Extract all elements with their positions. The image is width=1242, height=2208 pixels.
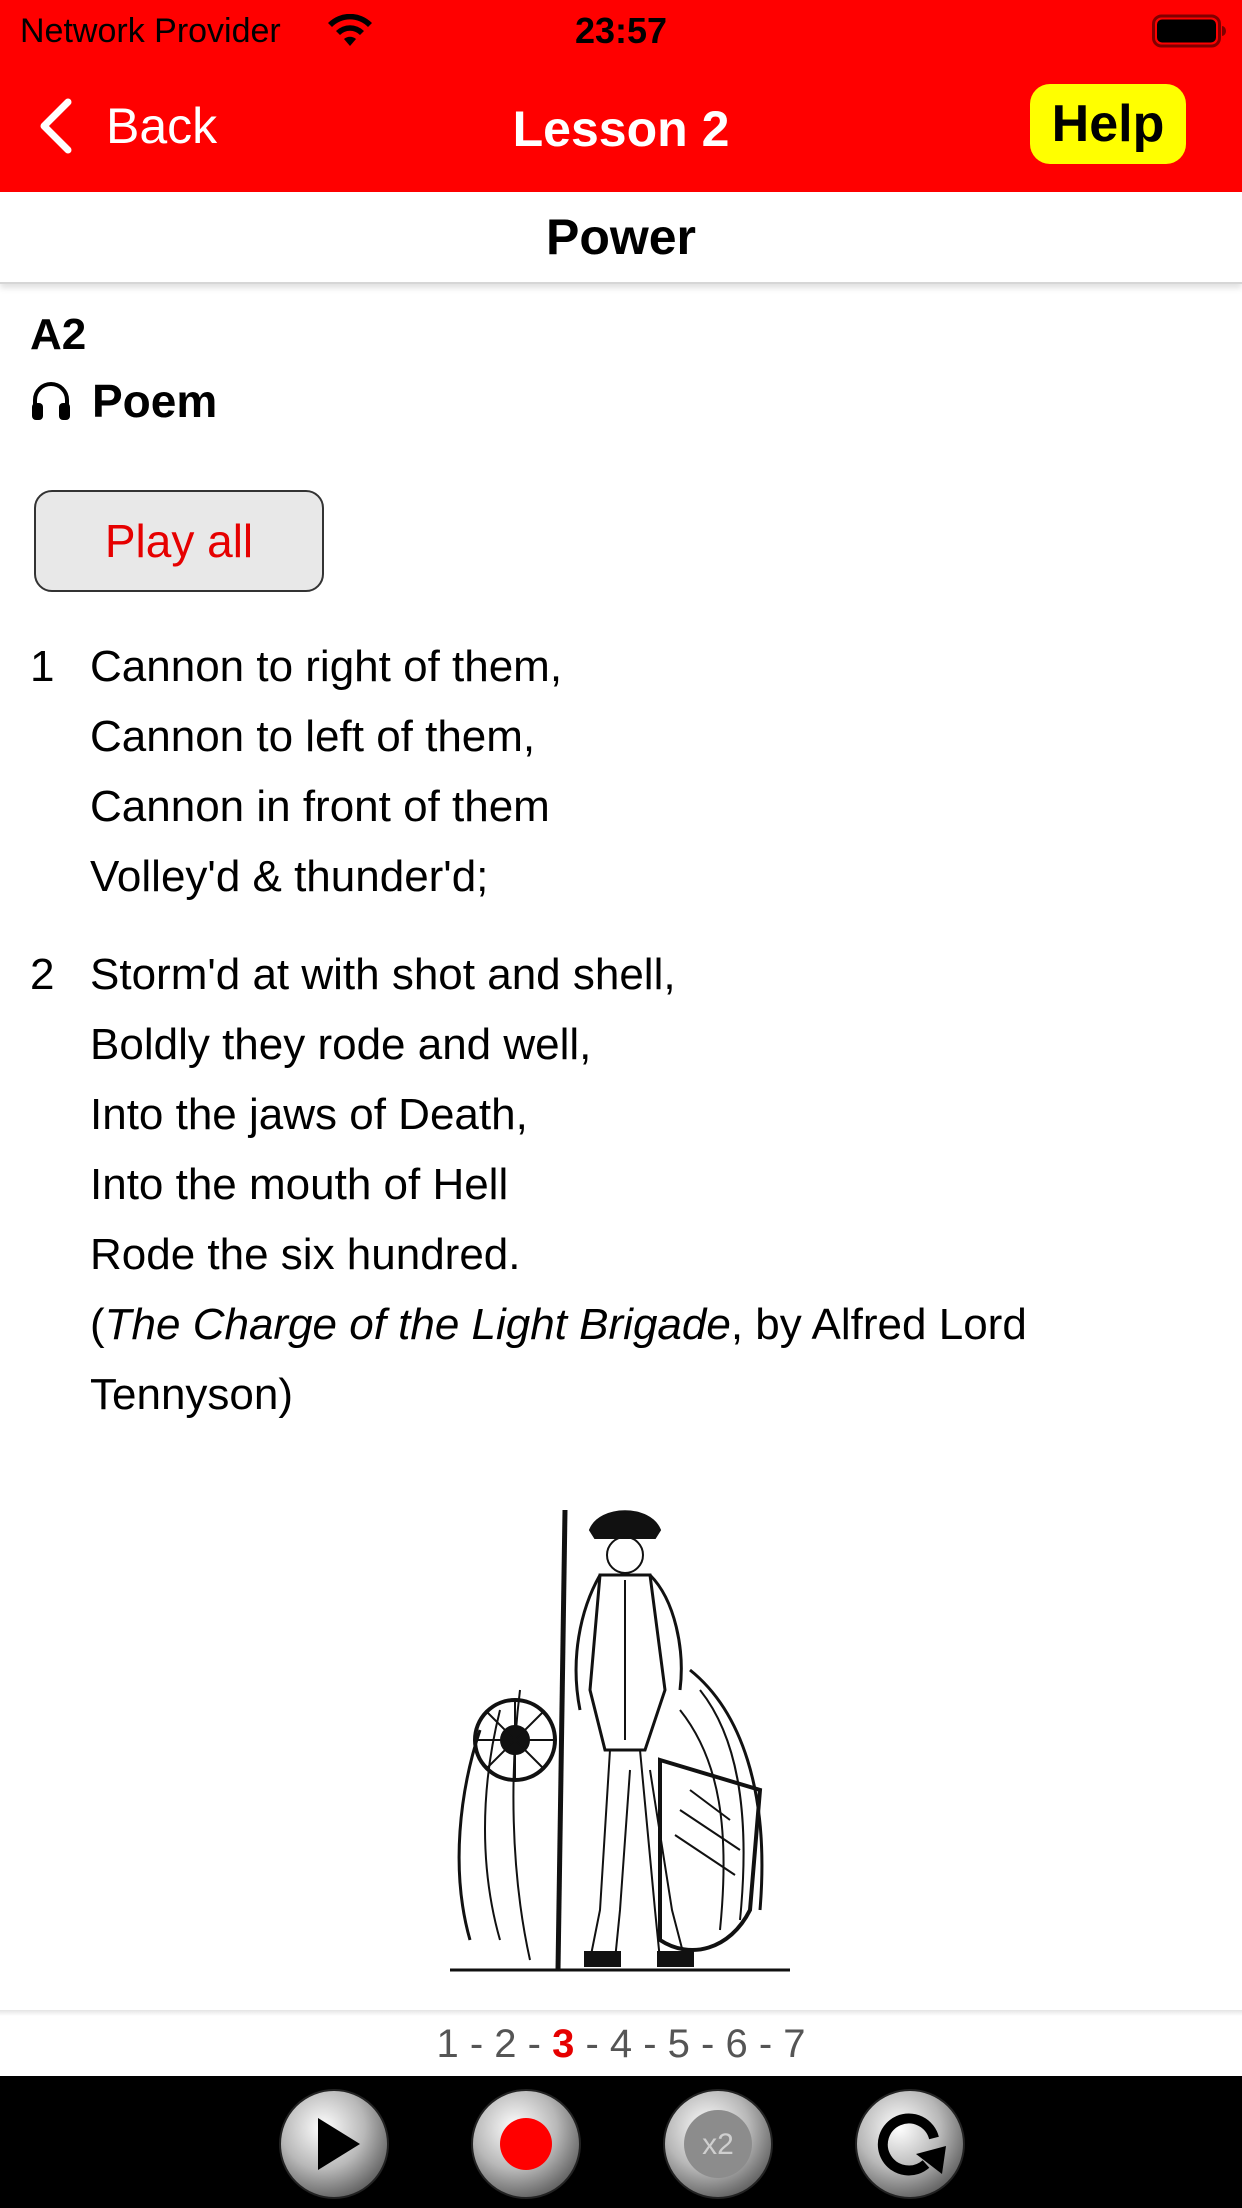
poem-source-title: The Charge of the Light Brigade — [104, 1300, 731, 1349]
poem-line: Into the mouth of Hell — [90, 1160, 509, 1209]
poem-line: Cannon in front of them — [90, 782, 550, 831]
page-link-3[interactable]: 3 — [552, 2022, 575, 2066]
navigation-bar — [0, 62, 1242, 192]
help-button[interactable]: Help — [1030, 84, 1186, 164]
poem-line: Rode the six hundred. — [90, 1230, 521, 1279]
speed-button[interactable] — [662, 2088, 774, 2200]
page-link-1[interactable]: 1 — [436, 2022, 459, 2066]
poem-line: Into the jaws of Death, — [90, 1090, 528, 1139]
page-title: Lesson 2 — [512, 101, 730, 157]
record-button[interactable] — [470, 2088, 582, 2200]
level-label: A2 — [30, 310, 87, 359]
battery-icon — [1152, 14, 1228, 48]
page-separator: - — [632, 2022, 668, 2066]
soldier-illustration — [440, 1490, 800, 1990]
speed-label: x2 — [702, 2128, 734, 2161]
poem-line: Storm'd at with shot and shell, — [90, 950, 676, 999]
stanza-number: 1 — [30, 642, 55, 691]
page-separator: - — [516, 2022, 553, 2066]
page-link-4[interactable]: 4 — [609, 2022, 633, 2066]
poem-line: Cannon to right of them, — [90, 642, 563, 691]
bottom-separator — [0, 2010, 1242, 2016]
carrier-name: Network Provider — [20, 12, 281, 50]
page-separator: - — [747, 2022, 784, 2066]
record-icon — [500, 2118, 552, 2170]
page-separator: - — [689, 2022, 726, 2066]
poem-line: Boldly they rode and well, — [90, 1020, 592, 1069]
poem-heading-label: Poem — [92, 375, 218, 427]
page-link-6[interactable]: 6 — [725, 2022, 748, 2066]
play-button[interactable] — [278, 2088, 390, 2200]
section-title: Power — [0, 192, 1242, 284]
play-all-button[interactable]: Play all — [34, 490, 324, 592]
poem-line: Cannon to left of them, — [90, 712, 536, 761]
pagination[interactable] — [0, 2022, 1242, 2067]
lesson-content[interactable] — [0, 290, 1242, 2010]
status-time: 23:57 — [574, 10, 668, 51]
back-label: Back — [106, 98, 218, 154]
poem-attribution — [90, 1290, 1150, 1430]
audio-toolbar — [0, 2076, 1242, 2208]
repeat-button[interactable] — [854, 2088, 966, 2200]
stanza-number: 2 — [30, 950, 55, 999]
page-separator: - — [458, 2022, 495, 2066]
poem-heading — [30, 374, 217, 428]
page-separator: - — [574, 2022, 610, 2066]
attribution-author: , by Alfred Lord Tennyson) — [90, 1300, 1027, 1419]
page-link-2[interactable]: 2 — [494, 2022, 517, 2066]
attribution-open: ( — [90, 1300, 105, 1349]
page-link-7[interactable]: 7 — [783, 2022, 806, 2066]
headphones-icon — [30, 380, 72, 422]
poem-line: Volley'd & thunder'd; — [90, 852, 489, 901]
status-bar — [0, 0, 1242, 62]
page-link-5[interactable]: 5 — [667, 2022, 690, 2066]
